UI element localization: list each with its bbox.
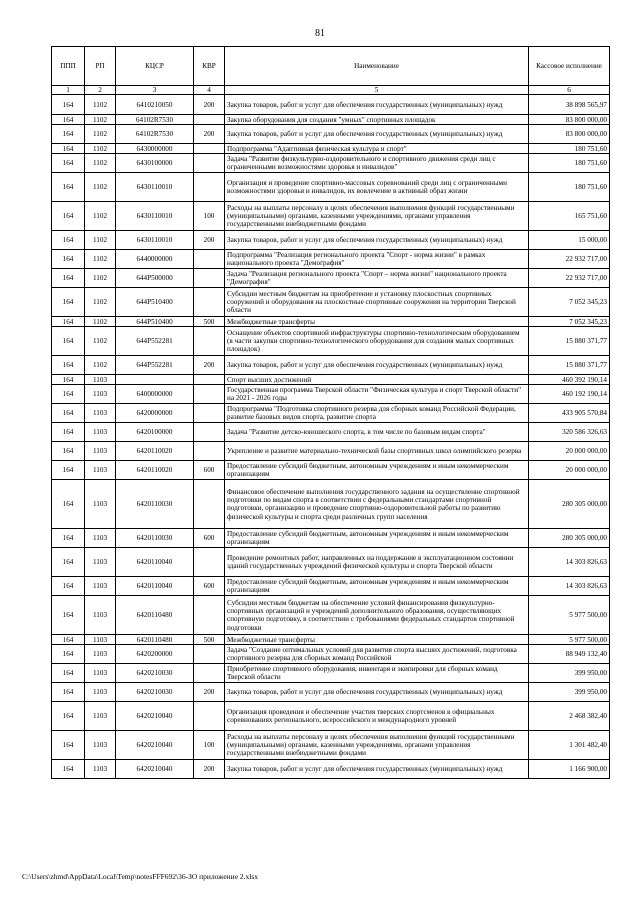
cell-rp: 1102 — [85, 115, 116, 125]
cell-rp: 1103 — [85, 760, 116, 779]
cell-execution: 20 000 000,00 — [529, 461, 610, 480]
cell-kcsr: 644P552281 — [116, 356, 194, 375]
cell-rp: 1103 — [85, 548, 116, 577]
cell-ppp: 164 — [52, 577, 85, 596]
cell-ppp: 164 — [52, 95, 85, 115]
cell-kcsr: 6410210050 — [116, 95, 194, 115]
table-row — [52, 202, 610, 231]
cell-execution: 320 586 326,63 — [529, 423, 610, 442]
cell-kvr — [194, 154, 225, 173]
cell-name: Закупка товаров, работ и услуг для обеспечения государственных (муниципальных) нужд — [225, 125, 529, 144]
cell-kcsr: 64102R7530 — [116, 125, 194, 144]
table-row — [52, 115, 610, 125]
cell-kvr — [194, 375, 225, 385]
cell-ppp: 164 — [52, 480, 85, 529]
cell-kcsr: 6400000000 — [116, 385, 194, 404]
cell-kcsr: 6440000000 — [116, 250, 194, 269]
cell-name: Предоставление субсидий бюджетным, автономным учреждениям и иным некоммерческим организациям — [225, 461, 529, 480]
cell-execution: 22 932 717,00 — [529, 250, 610, 269]
cell-execution: 14 303 826,63 — [529, 577, 610, 596]
cell-kcsr: 6420210040 — [116, 731, 194, 760]
cell-ppp: 164 — [52, 154, 85, 173]
cell-kcsr: 644P510400 — [116, 317, 194, 327]
table-row — [52, 356, 610, 375]
table-row — [52, 645, 610, 664]
cell-kvr: 200 — [194, 95, 225, 115]
cell-kvr — [194, 548, 225, 577]
cell-rp: 1102 — [85, 269, 116, 288]
table-row — [52, 404, 610, 423]
cell-kvr — [194, 404, 225, 423]
cell-kcsr: 6420110480 — [116, 596, 194, 635]
cell-rp: 1103 — [85, 596, 116, 635]
table-row — [52, 731, 610, 760]
cell-ppp: 164 — [52, 375, 85, 385]
cell-ppp: 164 — [52, 529, 85, 548]
cell-execution: 2 468 382,40 — [529, 702, 610, 731]
cell-ppp: 164 — [52, 144, 85, 154]
cell-kcsr: 64102R7530 — [116, 115, 194, 125]
table-row — [52, 154, 610, 173]
table-row — [52, 683, 610, 702]
cell-name: Расходы на выплаты персоналу в целях обеспечения выполнения функций государственными (муниципальными) органами, казенными учреждениями, органами управления государственными внебюджетными фондами — [225, 731, 529, 760]
cell-ppp: 164 — [52, 404, 85, 423]
cell-execution: 7 052 345,23 — [529, 317, 610, 327]
cell-name: Закупка оборудования для создания "умных" спортивных площадок — [225, 115, 529, 125]
table-row — [52, 529, 610, 548]
cell-name: Задача "Реализация регионального проекта "Спорт – норма жизни" национального проекта "Демография" — [225, 269, 529, 288]
cell-kcsr: 6420110040 — [116, 577, 194, 596]
cell-name: Задача "Создание оптимальных условий для развития спорта высших достижений, подготовка спортивного резерва для сборных команд Российской — [225, 645, 529, 664]
table-row — [52, 173, 610, 202]
cell-name: Закупка товаров, работ и услуг для обеспечения государственных (муниципальных) нужд — [225, 231, 529, 250]
cell-rp: 1103 — [85, 577, 116, 596]
table-row — [52, 664, 610, 683]
cell-rp: 1102 — [85, 317, 116, 327]
col-header-kcsr: КЦСР — [116, 47, 194, 86]
cell-ppp: 164 — [52, 760, 85, 779]
cell-kcsr: 6420000000 — [116, 404, 194, 423]
cell-ppp: 164 — [52, 645, 85, 664]
cell-kcsr: 6430110010 — [116, 202, 194, 231]
budget-table — [51, 46, 610, 779]
cell-name: Подпрограмма "Адаптивная физическая культура и спорт" — [225, 144, 529, 154]
cell-kcsr: 6420200000 — [116, 645, 194, 664]
cell-rp: 1103 — [85, 645, 116, 664]
cell-rp: 1103 — [85, 404, 116, 423]
cell-kvr: 500 — [194, 635, 225, 645]
cell-kcsr: 644P552281 — [116, 327, 194, 356]
col-index: 5 — [225, 86, 529, 95]
cell-kvr — [194, 173, 225, 202]
cell-kvr — [194, 250, 225, 269]
table-row — [52, 702, 610, 731]
cell-kvr: 100 — [194, 731, 225, 760]
cell-execution: 280 305 000,00 — [529, 529, 610, 548]
cell-execution: 38 898 565,97 — [529, 95, 610, 115]
cell-ppp: 164 — [52, 250, 85, 269]
cell-ppp: 164 — [52, 317, 85, 327]
cell-rp: 1103 — [85, 385, 116, 404]
cell-ppp: 164 — [52, 231, 85, 250]
cell-kvr: 200 — [194, 760, 225, 779]
cell-name: Закупка товаров, работ и услуг для обеспечения государственных (муниципальных) нужд — [225, 683, 529, 702]
cell-name: Приобретение спортивного оборудования, инвентаря и экипировки для сборных команд Тверской области — [225, 664, 529, 683]
cell-kvr — [194, 288, 225, 317]
cell-name: Финансовое обеспечение выполнения государственного задания на осуществление спортивной подготовки по видам спорта в соответствии с федеральными стандартами спортивной подготовки, организацию и проведение спортивно-оздоровительной работы по развитию физической культуры и спорта среди различных групп населения — [225, 480, 529, 529]
cell-name: Субсидии местным бюджетам на приобретение и установку плоскостных спортивных сооружений и оборудования на плоскостные спортивные сооружения на территории Тверской области — [225, 288, 529, 317]
cell-ppp: 164 — [52, 683, 85, 702]
cell-kcsr: 6420100000 — [116, 423, 194, 442]
table-body — [52, 95, 610, 779]
cell-kcsr: 6420210040 — [116, 760, 194, 779]
table-row — [52, 250, 610, 269]
cell-name: Укрепление и развитие материально-технической базы спортивных школ олимпийского резерва — [225, 442, 529, 461]
cell-kvr — [194, 480, 225, 529]
col-index: 4 — [194, 86, 225, 95]
cell-name: Закупка товаров, работ и услуг для обеспечения государственных (муниципальных) нужд — [225, 356, 529, 375]
col-header-kvr: КВР — [194, 47, 225, 86]
table-row — [52, 125, 610, 144]
table-row — [52, 423, 610, 442]
cell-name: Предоставление субсидий бюджетным, автономным учреждениям и иным некоммерческим организациям — [225, 529, 529, 548]
cell-name: Организация проведения и обеспечение участия тверских спортсменов в официальных соревнованиях регионального, всероссийского и международного уровней — [225, 702, 529, 731]
cell-execution: 88 949 132,40 — [529, 645, 610, 664]
cell-execution: 1 166 900,00 — [529, 760, 610, 779]
col-header-execution: Кассовое исполнение — [529, 47, 610, 86]
cell-rp: 1102 — [85, 231, 116, 250]
cell-execution: 433 905 570,84 — [529, 404, 610, 423]
cell-ppp: 164 — [52, 288, 85, 317]
cell-execution: 399 950,00 — [529, 664, 610, 683]
cell-execution: 280 305 000,00 — [529, 480, 610, 529]
cell-execution: 5 977 500,00 — [529, 635, 610, 645]
cell-kcsr: 6420110030 — [116, 480, 194, 529]
cell-kvr: 100 — [194, 202, 225, 231]
cell-name: Закупка товаров, работ и услуг для обеспечения государственных (муниципальных) нужд — [225, 760, 529, 779]
cell-execution: 15 000,00 — [529, 231, 610, 250]
cell-ppp: 164 — [52, 356, 85, 375]
cell-ppp: 164 — [52, 548, 85, 577]
cell-execution: 22 932 717,00 — [529, 269, 610, 288]
cell-kvr — [194, 269, 225, 288]
cell-rp: 1103 — [85, 423, 116, 442]
table-row — [52, 480, 610, 529]
cell-kvr: 200 — [194, 683, 225, 702]
cell-execution: 20 000 000,00 — [529, 442, 610, 461]
cell-name: Межбюджетные трансферты — [225, 635, 529, 645]
col-header-name: Наименование — [225, 47, 529, 86]
cell-kvr: 200 — [194, 356, 225, 375]
file-path-footer: C:\Users\zhmd\AppData\Local\Temp\notesFFF692\36-ЗО приложение 2.xlsx — [22, 872, 259, 881]
cell-execution: 180 751,60 — [529, 173, 610, 202]
cell-name: Расходы на выплаты персоналу в целях обеспечения выполнения функций государственными (муниципальными) органами, казенными учреждениями, органами управления государственными внебюджетными фондами — [225, 202, 529, 231]
cell-rp: 1102 — [85, 154, 116, 173]
table-row — [52, 548, 610, 577]
cell-name: Спорт высших достижений — [225, 375, 529, 385]
cell-rp: 1103 — [85, 702, 116, 731]
cell-name: Оснащение объектов спортивной инфраструктуры спортивно-технологическим оборудованием (в части закупки спортивно-технологического оборудования для создания малых спортивных площадок) — [225, 327, 529, 356]
cell-kvr — [194, 423, 225, 442]
table-row — [52, 327, 610, 356]
column-index-row — [52, 86, 610, 95]
cell-ppp: 164 — [52, 635, 85, 645]
cell-ppp: 164 — [52, 442, 85, 461]
cell-ppp: 164 — [52, 664, 85, 683]
cell-kcsr: 6430100000 — [116, 154, 194, 173]
cell-kcsr: 644P510400 — [116, 288, 194, 317]
cell-execution: 165 751,60 — [529, 202, 610, 231]
table-row — [52, 95, 610, 115]
table-row — [52, 269, 610, 288]
cell-rp: 1103 — [85, 635, 116, 645]
table-row — [52, 461, 610, 480]
cell-rp: 1102 — [85, 250, 116, 269]
cell-kcsr: 6430110010 — [116, 231, 194, 250]
cell-kvr: 600 — [194, 529, 225, 548]
table-row — [52, 385, 610, 404]
cell-kvr — [194, 702, 225, 731]
cell-name: Государственная программа Тверской области "Физическая культура и спорт Тверской области" на 2021 - 2026 годы — [225, 385, 529, 404]
cell-execution: 180 751,60 — [529, 144, 610, 154]
cell-kcsr: 6420110020 — [116, 461, 194, 480]
col-header-rp: РП — [85, 47, 116, 86]
cell-rp: 1103 — [85, 731, 116, 760]
cell-kvr — [194, 596, 225, 635]
table-row — [52, 577, 610, 596]
cell-execution: 399 950,00 — [529, 683, 610, 702]
cell-rp: 1103 — [85, 442, 116, 461]
col-index: 2 — [85, 86, 116, 95]
table-row — [52, 317, 610, 327]
cell-ppp: 164 — [52, 125, 85, 144]
table-row — [52, 144, 610, 154]
cell-kvr — [194, 115, 225, 125]
cell-kcsr: 6430110010 — [116, 173, 194, 202]
cell-rp: 1103 — [85, 480, 116, 529]
cell-rp: 1103 — [85, 664, 116, 683]
cell-kcsr — [116, 375, 194, 385]
cell-execution: 460 192 190,14 — [529, 385, 610, 404]
col-index: 6 — [529, 86, 610, 95]
cell-ppp: 164 — [52, 423, 85, 442]
cell-execution: 83 800 000,00 — [529, 125, 610, 144]
cell-kvr — [194, 385, 225, 404]
cell-execution: 180 751,60 — [529, 154, 610, 173]
cell-kcsr: 644P500000 — [116, 269, 194, 288]
table-row — [52, 596, 610, 635]
table-row — [52, 375, 610, 385]
cell-kcsr: 6420210040 — [116, 702, 194, 731]
cell-kvr: 200 — [194, 125, 225, 144]
cell-kcsr: 6420110480 — [116, 635, 194, 645]
cell-kvr: 600 — [194, 461, 225, 480]
cell-rp: 1103 — [85, 375, 116, 385]
cell-kcsr: 6420110040 — [116, 548, 194, 577]
cell-rp: 1102 — [85, 288, 116, 317]
col-index: 1 — [52, 86, 85, 95]
cell-execution: 7 052 345,23 — [529, 288, 610, 317]
cell-rp: 1103 — [85, 529, 116, 548]
cell-name: Предоставление субсидий бюджетным, автономным учреждениям и иным некоммерческим организациям — [225, 577, 529, 596]
cell-rp: 1102 — [85, 356, 116, 375]
cell-name: Задача "Развитие детско-юношеского спорта, в том числе по базовым видам спорта" — [225, 423, 529, 442]
cell-execution: 14 303 826,63 — [529, 548, 610, 577]
cell-ppp: 164 — [52, 385, 85, 404]
cell-kcsr: 6420210030 — [116, 683, 194, 702]
cell-kvr: 500 — [194, 317, 225, 327]
cell-kvr — [194, 645, 225, 664]
cell-kcsr: 6420210030 — [116, 664, 194, 683]
cell-kcsr: 6430000000 — [116, 144, 194, 154]
cell-rp: 1102 — [85, 144, 116, 154]
cell-rp: 1102 — [85, 173, 116, 202]
cell-rp: 1103 — [85, 461, 116, 480]
cell-rp: 1102 — [85, 125, 116, 144]
cell-kvr — [194, 442, 225, 461]
cell-kvr — [194, 664, 225, 683]
cell-name: Закупка товаров, работ и услуг для обеспечения государственных (муниципальных) нужд — [225, 95, 529, 115]
cell-execution: 15 880 371,77 — [529, 356, 610, 375]
cell-ppp: 164 — [52, 461, 85, 480]
cell-kvr — [194, 144, 225, 154]
cell-ppp: 164 — [52, 702, 85, 731]
cell-ppp: 164 — [52, 269, 85, 288]
cell-kcsr: 6420110020 — [116, 442, 194, 461]
cell-kcsr: 6420110030 — [116, 529, 194, 548]
cell-name: Задача "Развитие физкультурно-оздоровительного и спортивного движения среди лиц с ограниченными возможностями здоровья и инвалидов" — [225, 154, 529, 173]
cell-execution: 5 977 500,00 — [529, 596, 610, 635]
cell-ppp: 164 — [52, 327, 85, 356]
table-row — [52, 760, 610, 779]
cell-name: Субсидии местным бюджетам на обеспечение условий финансирования физкультурно-спортивных организаций и учреждений дополнительного образования, осуществляющих спортивную подготовку, в соответствии с требованиями федеральных стандартов спортивной подготовки — [225, 596, 529, 635]
table-row — [52, 635, 610, 645]
table-row — [52, 231, 610, 250]
cell-name: Организация и проведение спортивно-массовых соревнований среди лиц с ограниченными возможностями здоровья и инвалидов, их вовлечение в активный образ жизни — [225, 173, 529, 202]
cell-ppp: 164 — [52, 731, 85, 760]
cell-name: Подпрограмма "Подготовка спортивного резерва для сборных команд Российской Федерации, развитие базовых видов спорта, развитие спорта — [225, 404, 529, 423]
col-index: 3 — [116, 86, 194, 95]
cell-execution: 460 392 190,14 — [529, 375, 610, 385]
cell-execution: 15 880 371,77 — [529, 327, 610, 356]
cell-kvr: 200 — [194, 231, 225, 250]
cell-rp: 1102 — [85, 327, 116, 356]
cell-ppp: 164 — [52, 596, 85, 635]
table-row — [52, 288, 610, 317]
cell-name: Подпрограмма "Реализация регионального проекта "Спорт - норма жизни" в рамках национального проекта "Демография" — [225, 250, 529, 269]
cell-name: Межбюджетные трансферты — [225, 317, 529, 327]
cell-kvr — [194, 327, 225, 356]
cell-ppp: 164 — [52, 173, 85, 202]
table-row — [52, 442, 610, 461]
col-header-ppp: ППП — [52, 47, 85, 86]
cell-rp: 1102 — [85, 95, 116, 115]
cell-rp: 1102 — [85, 202, 116, 231]
cell-ppp: 164 — [52, 115, 85, 125]
header-row — [52, 47, 610, 86]
cell-execution: 83 800 000,00 — [529, 115, 610, 125]
cell-ppp: 164 — [52, 202, 85, 231]
cell-name: Проведение ремонтных работ, направленных на поддержание в эксплуатационном состоянии зданий государственных учреждений физической культуры и спорта Тверской области — [225, 548, 529, 577]
page-number: 81 — [315, 28, 325, 39]
cell-kvr: 600 — [194, 577, 225, 596]
cell-execution: 1 301 482,40 — [529, 731, 610, 760]
cell-rp: 1103 — [85, 683, 116, 702]
